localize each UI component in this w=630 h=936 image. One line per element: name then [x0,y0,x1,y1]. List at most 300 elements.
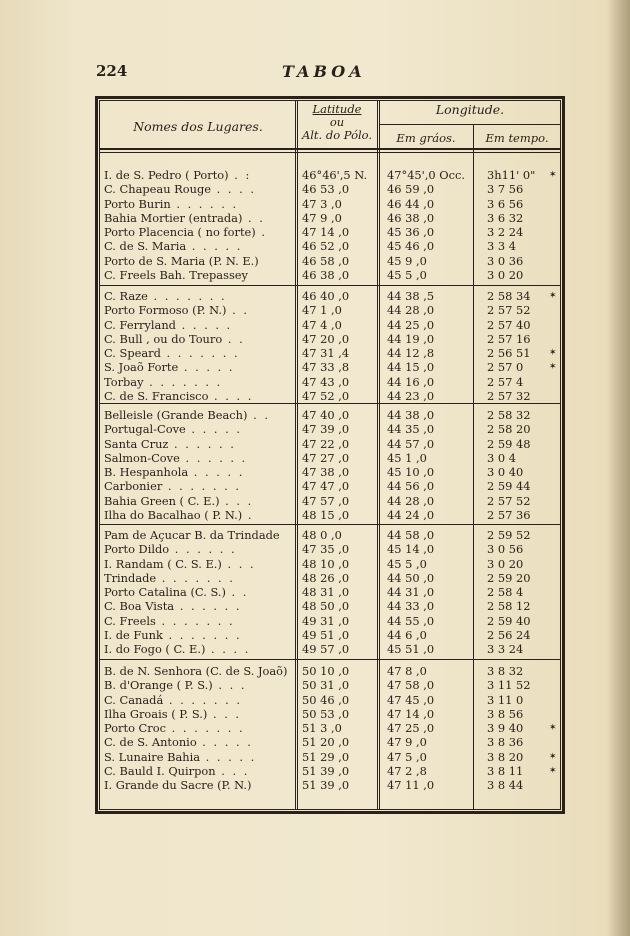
leader-dots: . . . . . [178,360,235,375]
longitude-degrees-value: 44 56 ,0 [387,479,435,494]
place-name [104,571,294,585]
longitude-time-value: 3 0 36 [487,253,524,268]
longitude-time-value: 2 58 12 [487,599,531,614]
table-row [99,735,561,749]
latitude-value: 51 3 ,0 [302,721,342,736]
longitude-time-value: 3 2 24 [487,225,524,240]
longitude-degrees-value: 47 45 ,0 [387,692,435,707]
leader-dots: . . . [221,556,256,571]
header-bottom-rule [99,148,561,150]
table-row [99,211,561,225]
leader-dots: . . . . . . . [156,570,235,585]
leader-dots: . . . [212,678,247,693]
latitude-value: 49 57 ,0 [302,642,350,657]
row-group [99,528,561,657]
place-name [104,360,294,374]
place-name-text: Porto Burin [104,196,171,211]
leader-dots: . . [247,408,270,422]
longitude-time-value: 2 59 20 [487,570,531,585]
asterisk-mark: ✶ [549,170,557,180]
table-row [99,750,561,764]
latitude-line-2: ou [329,115,345,129]
longitude-degrees-value: 44 12 ,8 [387,346,435,361]
latitude-value: 51 29 ,0 [302,749,350,764]
longitude-degrees-value: 47°45',0 Occ. [387,168,466,182]
longitude-degrees-value: 44 31 ,0 [387,585,435,600]
latitude-value: 49 31 ,0 [302,613,350,628]
latitude-value: 46°46',5 N. [302,168,368,182]
longitude-degrees-value: 44 15 ,0 [387,360,435,375]
table-row [99,289,561,303]
place-name [104,735,294,749]
longitude-time-value: 3 9 40 [487,721,524,736]
longitude-time-value: 2 57 52 [487,493,531,508]
table-row [99,375,561,389]
place-name-text: C. Freels [104,613,156,628]
longitude-degrees-value: 44 16 ,0 [387,374,435,389]
longitude-degrees-value: 44 25 ,0 [387,317,435,332]
place-name-text: C. de S. Francisco [104,389,209,404]
longitude-degrees-value: 45 51 ,0 [387,642,435,657]
latitude-value: 47 4 ,0 [302,317,342,332]
place-name-text: I. de S. Pedro ( Porto) [104,168,229,182]
leader-dots: . . . [219,493,254,508]
leader-dots: . . . . . [196,735,253,750]
place-name [104,303,294,317]
asterisk-mark: ✶ [549,766,557,777]
table-row [99,197,561,211]
table-row [99,422,561,436]
longitude-degrees-value: 44 24 ,0 [387,508,435,523]
longitude-degrees-value: 46 59 ,0 [387,182,435,197]
longitude-degrees-value: 44 28 ,0 [387,493,435,508]
longitude-degrees-value: 45 5 ,0 [387,268,427,283]
leader-dots: . . . . . . . [163,692,242,707]
table-row [99,318,561,332]
table-row [99,479,561,493]
place-name [104,750,294,764]
leader-dots: . . . . . . . [162,479,241,494]
latitude-line-1: Latitude [312,102,362,116]
latitude-value: 47 31 ,4 [302,346,350,361]
leader-dots: . . . . . . [179,450,248,465]
latitude-value: 47 47 ,0 [302,479,350,494]
leader-dots: . . . . [205,642,251,657]
row-group [99,289,561,403]
asterisk-mark: ✶ [549,751,557,762]
leader-dots: . . [222,331,245,346]
asterisk-mark: ✶ [549,348,557,359]
table-row [99,239,561,253]
longitude-time-value: 3 0 20 [487,556,524,571]
place-name [104,494,294,508]
longitude-time-value: 3h11' 0" [487,168,536,182]
leader-dots: . . . . . . [170,196,239,211]
longitude-degrees-value: 47 5 ,0 [387,749,427,764]
table-row [99,585,561,599]
place-name-text: C. de S. Maria [104,239,187,254]
leader-dots: . . . [215,764,250,779]
longitude-time-value: 2 57 36 [487,508,531,523]
longitude-time-value: 3 8 32 [487,664,524,678]
place-name-text: I. do Fogo ( C. E.) [104,642,206,657]
latitude-value: 50 46 ,0 [302,692,350,707]
place-name [104,289,294,303]
table-row [99,778,561,792]
place-name [104,168,294,182]
asterisk-mark: ✶ [549,362,557,373]
latitude-value: 47 3 ,0 [302,196,342,211]
latitude-value: 46 58 ,0 [302,253,350,268]
longitude-time-value: 3 3 4 [487,239,516,254]
place-name-text: C. Ferryland [104,317,176,332]
table-row [99,346,561,360]
table-row [99,571,561,585]
longitude-degrees-value: 45 14 ,0 [387,542,435,557]
place-name-text: Porto Placencia ( no forte) [104,225,256,240]
longitude-time-value: 2 57 32 [487,389,531,404]
table-row [99,764,561,778]
longitude-degrees-value: 45 5 ,0 [387,556,427,571]
longitude-time-value: 2 57 52 [487,303,531,318]
longitude-time-value: 2 57 40 [487,317,531,332]
longitude-time-value: 3 8 56 [487,706,524,721]
leader-dots: . . . . . [185,422,242,437]
longitude-degrees-value: 45 46 ,0 [387,239,435,254]
longitude-time-value: 2 59 40 [487,613,531,628]
leader-dots: . : [228,168,252,182]
place-name [104,332,294,346]
longitude-time-value: 2 59 52 [487,528,531,542]
table-row [99,542,561,556]
place-name [104,614,294,628]
table-row [99,360,561,374]
longitude-time-value: 3 11 52 [487,678,531,693]
table-row [99,628,561,642]
place-name-text: Bahia Mortier (entrada) [104,210,243,225]
longitude-time-value: 2 58 34 [487,289,531,303]
leader-dots: . . . . . . . [160,346,240,361]
place-name-text: I. Randam ( C. S. E.) [104,556,222,571]
longitude-time-value: 2 56 24 [487,628,531,643]
place-name [104,211,294,225]
column-header-degrees: Em gráos. [396,131,456,145]
column-header-longitude: Longitude. [435,102,505,117]
leader-dots: . . . . . . . [165,721,245,736]
latitude-value: 50 53 ,0 [302,706,350,721]
place-name-text: Belleisle (Grande Beach) [104,408,248,422]
latitude-value: 47 9 ,0 [302,210,342,225]
longitude-time-value: 2 58 20 [487,422,531,437]
place-name [104,778,294,792]
place-name-text: C. de S. Antonio [104,735,197,750]
longitude-degrees-value: 44 38 ,0 [387,408,435,422]
longitude-time-value: 2 58 32 [487,408,531,422]
place-name-text: S. Joaõ Forte [104,360,179,375]
latitude-value: 48 10 ,0 [302,556,350,571]
place-name [104,451,294,465]
latitude-value: 47 35 ,0 [302,542,350,557]
place-name-text: Portugal-Cove [104,422,186,437]
place-name-text: Porto Croc [104,721,166,736]
table-row [99,678,561,692]
place-name-text: I. Grande du Sacre (P. N.) [104,778,252,793]
leader-dots: . . . . [210,182,256,197]
place-name [104,557,294,571]
place-name [104,465,294,479]
leader-dots: . . . . . . [174,599,242,614]
longitude-degrees-value: 44 33 ,0 [387,599,435,614]
latitude-value: 47 22 ,0 [302,436,350,451]
table-row [99,642,561,656]
place-name-text: B. de N. Senhora (C. de S. Joaõ) [104,664,288,678]
longitude-degrees-value: 47 25 ,0 [387,721,435,736]
table-row [99,693,561,707]
place-name-text: Pam de Açucar B. da Trindade [104,528,280,542]
latitude-value: 48 31 ,0 [302,585,350,600]
table-row [99,664,561,678]
longitude-degrees-value: 47 58 ,0 [387,678,435,693]
table-row [99,225,561,239]
place-name [104,375,294,389]
latitude-value: 47 33 ,8 [302,360,350,375]
latitude-value: 50 31 ,0 [302,678,350,693]
place-name [104,437,294,451]
page-number: 224 [96,62,128,80]
leader-dots: . . [242,210,265,225]
latitude-value: 46 53 ,0 [302,182,350,197]
longitude-degrees-value: 44 28 ,0 [387,303,435,318]
latitude-value: 48 0 ,0 [302,528,342,542]
longitude-time-value: 2 56 51 [487,346,531,361]
longitude-time-value: 3 0 40 [487,465,524,480]
longitude-degrees-value: 45 1 ,0 [387,450,427,465]
longitude-time-value: 3 11 0 [487,692,524,707]
longitude-degrees-value: 46 38 ,0 [387,210,435,225]
table-row [99,408,561,422]
place-name-text: Porto Catalina (C. S.) [104,585,226,600]
place-name-text: Porto Formoso (P. N.) [104,303,227,318]
longitude-degrees-value: 45 9 ,0 [387,253,427,268]
longitude-time-value: 3 7 56 [487,182,524,197]
longitude-degrees-value: 44 19 ,0 [387,331,435,346]
longitude-degrees-value: 47 11 ,0 [387,778,435,793]
place-name-text: Carbonier [104,479,163,494]
place-name [104,628,294,642]
longitude-degrees-value: 44 23 ,0 [387,389,435,404]
place-name [104,642,294,656]
longitude-degrees-value: 47 14 ,0 [387,706,435,721]
place-name [104,721,294,735]
latitude-value: 47 14 ,0 [302,225,350,240]
row-group [99,664,561,793]
place-name-text: B. Hespanhola [104,465,189,480]
place-name [104,664,294,678]
group-divider [99,659,561,660]
place-name [104,197,294,211]
place-name [104,389,294,403]
place-name [104,268,294,282]
latitude-value: 48 26 ,0 [302,570,350,585]
place-name [104,585,294,599]
leader-dots: . . . . . [186,239,243,254]
table-row [99,465,561,479]
longitude-time-value: 2 59 44 [487,479,531,494]
latitude-value: 51 39 ,0 [302,778,350,793]
place-name [104,764,294,778]
place-name-text: Torbay [104,374,144,389]
latitude-value: 46 40 ,0 [302,289,350,303]
longitude-degrees-value: 44 55 ,0 [387,613,435,628]
longitude-time-value: 3 6 32 [487,210,524,225]
longitude-degrees-value: 44 6 ,0 [387,628,427,643]
latitude-value: 47 1 ,0 [302,303,342,318]
table-row [99,599,561,613]
place-name-text: C. Bull , ou do Touro [104,331,223,346]
longitude-time-value: 2 57 16 [487,331,531,346]
latitude-value: 47 27 ,0 [302,450,350,465]
latitude-value: 47 52 ,0 [302,389,350,404]
longitude-time-value: 2 59 48 [487,436,531,451]
longitude-time-value: 3 8 11 [487,764,524,779]
leader-dots: . . . . . . . [143,374,223,389]
place-name-text: Salmon-Cove [104,450,180,465]
place-name [104,707,294,721]
place-name-text: I. de Funk [104,628,163,643]
place-name-text: C. Raze [104,289,148,303]
longitude-degrees-value: 44 57 ,0 [387,436,435,451]
leader-dots: . [242,508,254,523]
table-row [99,254,561,268]
place-name-text: Ilha Groais ( P. S.) [104,706,208,721]
place-name-text: C. Speard [104,346,161,361]
place-name [104,508,294,522]
header-bottom-rule-2 [99,152,561,153]
longitude-degrees-value: 44 50 ,0 [387,570,435,585]
table-row [99,721,561,735]
latitude-value: 48 50 ,0 [302,599,350,614]
latitude-value: 47 39 ,0 [302,422,350,437]
latitude-value: 50 10 ,0 [302,664,350,678]
place-name-text: C. Freels Bah. Trepassey [104,268,248,283]
longitude-time-value: 3 3 24 [487,642,524,657]
longitude-degrees-value: 46 44 ,0 [387,196,435,211]
leader-dots: . . [225,585,249,600]
leader-dots: . . . . [208,389,254,404]
place-name-text: C. Bauld I. Quirpon [104,764,216,779]
table-row [99,303,561,317]
leader-dots: . . . . . [188,465,245,480]
place-name [104,239,294,253]
latitude-value: 47 43 ,0 [302,374,350,389]
place-name-text: Porto de S. Maria (P. N. E.) [104,253,259,268]
place-name-text: Porto Dildo [104,542,170,557]
place-name-text: C. Chapeau Rouge [104,182,211,197]
place-name-text: B. d'Orange ( P. S.) [104,678,213,693]
table-row [99,557,561,571]
leader-dots: . . . . . . . [147,289,227,303]
longitude-time-value: 2 57 0 [487,360,524,375]
table-row [99,508,561,522]
column-header-latitude [296,103,378,142]
longitude-degrees-value: 44 58 ,0 [387,528,435,542]
longitude-time-value: 3 6 56 [487,196,524,211]
longitude-time-value: 3 0 56 [487,542,524,557]
place-name [104,346,294,360]
place-name [104,318,294,332]
latitude-value: 47 57 ,0 [302,493,350,508]
longitude-time-value: 2 58 4 [487,585,524,600]
leader-dots: . [255,225,267,240]
longitude-time-value: 2 57 4 [487,374,524,389]
leader-dots: . . . . . . . [155,613,235,628]
latitude-value: 47 40 ,0 [302,408,350,422]
place-name-text: C. Boa Vista [104,599,175,614]
page-edge-shadow [608,0,630,936]
longitude-degrees-value: 47 9 ,0 [387,735,427,750]
place-name-text: Ilha do Bacalhao ( P. N.) [104,508,243,523]
place-name [104,599,294,613]
table-row [99,437,561,451]
longitude-time-value: 3 8 44 [487,778,524,793]
longitude-time-value: 3 8 36 [487,735,524,750]
place-name-text: Trindade [104,570,157,585]
leader-dots: . . . [207,706,242,721]
latitude-value: 51 20 ,0 [302,735,350,750]
longitude-degrees-value: 45 10 ,0 [387,465,435,480]
longitude-time-value: 3 0 20 [487,268,524,283]
latitude-value: 51 39 ,0 [302,764,350,779]
place-name [104,422,294,436]
row-group [99,168,561,282]
longitude-time-value: 3 0 4 [487,450,516,465]
asterisk-mark: ✶ [549,723,557,734]
table-row [99,614,561,628]
running-title: TABOA [282,62,366,81]
table-row [99,451,561,465]
leader-dots: . . . . . [200,749,257,764]
latitude-value: 48 15 ,0 [302,508,350,523]
leader-dots: . . . . . . . [162,628,242,643]
place-name-text: Bahia Green ( C. E.) [104,493,220,508]
longitude-degrees-value: 47 8 ,0 [387,664,427,678]
table-row [99,707,561,721]
longitude-degrees-value: 47 2 ,8 [387,764,427,779]
latitude-value: 49 51 ,0 [302,628,350,643]
place-name [104,182,294,196]
place-name [104,408,294,422]
place-name [104,528,294,542]
latitude-value: 46 38 ,0 [302,268,350,283]
longitude-subheader-line [380,124,561,125]
leader-dots: . . . . . [175,317,233,332]
leader-dots: . . . . . . [169,542,237,557]
asterisk-mark: ✶ [549,291,557,301]
longitude-degrees-value: 44 35 ,0 [387,422,435,437]
leader-dots: . . . . . . [168,436,236,451]
row-group [99,408,561,522]
place-name-text: Santa Cruz [104,436,169,451]
longitude-degrees-value: 44 38 ,5 [387,289,435,303]
column-header-names: Nomes dos Lugares. [133,119,263,134]
place-name-text: S. Lunaire Bahia [104,749,201,764]
table-row [99,182,561,196]
latitude-line-3: Alt. do Pólo. [301,128,373,142]
place-name [104,479,294,493]
place-name [104,693,294,707]
place-name [104,678,294,692]
latitude-value: 46 52 ,0 [302,239,350,254]
